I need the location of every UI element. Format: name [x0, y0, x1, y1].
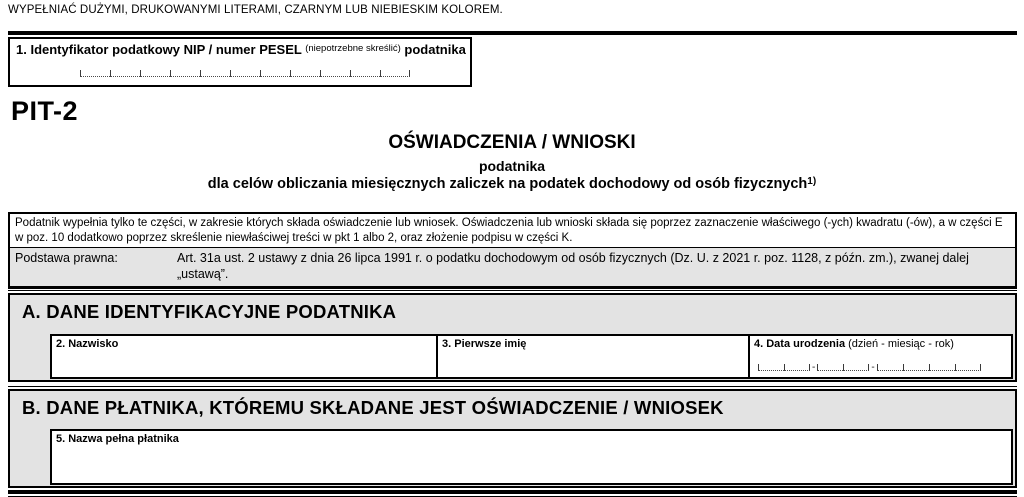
- entry-cell[interactable]: [784, 364, 810, 371]
- taxpayer-id-label-note: (niepotrzebne skreślić): [305, 43, 401, 54]
- form-subtitle-purpose: [0, 176, 1024, 192]
- taxpayer-id-label-main: 1. Identyfikator podatkowy NIP / numer PESEL: [16, 42, 302, 57]
- entry-cell[interactable]: [817, 364, 843, 371]
- top-divider-rule: [8, 31, 1017, 35]
- birthdate-field[interactable]: [748, 334, 1013, 379]
- payer-full-name-field-label: 5. Nazwa pełna płatnika: [56, 433, 179, 445]
- entry-cell[interactable]: [929, 364, 955, 371]
- footnote-marker: 1): [807, 176, 817, 187]
- legal-basis-text: Art. 31a ust. 2 ustawy z dnia 26 lipca 1991 r. o podatku dochodowym od osób fizycznych (Dz. U. z 2021 r. poz. 1128, z późn. zm.), zwanej dalej „ustawą”.: [177, 250, 969, 281]
- entry-cell[interactable]: [170, 70, 200, 77]
- section-a-fields: [50, 334, 1013, 379]
- entry-cell[interactable]: [350, 70, 380, 77]
- entry-cell[interactable]: [80, 70, 110, 77]
- legal-basis-row: [10, 247, 1015, 286]
- entry-cell[interactable]: [290, 70, 320, 77]
- birthdate-input[interactable]: [758, 364, 1005, 371]
- section-a-top-rule: [8, 290, 1017, 291]
- date-cell-group: [877, 364, 981, 371]
- entry-cell[interactable]: [320, 70, 350, 77]
- entry-cell[interactable]: [843, 364, 869, 371]
- form-title: OŚWIADCZENIA / WNIOSKI: [388, 132, 636, 153]
- section-b-header: B. DANE PŁATNIKA, KTÓREMU SKŁADANE JEST OŚWIADCZENIE / WNIOSEK: [22, 397, 724, 418]
- first-name-field[interactable]: [436, 334, 750, 379]
- entry-cell[interactable]: [110, 70, 140, 77]
- birthdate-label-main: 4. Data urodzenia: [754, 338, 846, 350]
- entry-cell[interactable]: [140, 70, 170, 77]
- section-b-fields: [50, 429, 1013, 485]
- entry-cell[interactable]: [758, 364, 784, 371]
- entry-cell[interactable]: [955, 364, 981, 371]
- surname-field[interactable]: [50, 334, 438, 379]
- section-a: [8, 293, 1017, 382]
- form-subtitle-taxpayer: podatnika: [478, 158, 546, 174]
- taxpayer-id-box: [8, 37, 472, 87]
- nip-pesel-input[interactable]: [80, 70, 410, 77]
- entry-cell[interactable]: [380, 70, 410, 77]
- section-b-top-rule: [8, 386, 1017, 387]
- entry-cell[interactable]: [903, 364, 929, 371]
- form-subtitle-purpose-text: dla celów obliczania miesięcznych zaliczek na podatek dochodowy od osób fizycznych: [207, 176, 808, 192]
- date-cell-group: [817, 364, 869, 371]
- entry-cell[interactable]: [877, 364, 903, 371]
- instructions-box: [8, 212, 1017, 289]
- payer-full-name-field[interactable]: [50, 429, 1013, 485]
- date-cell-group: [758, 364, 810, 371]
- section-b-bottom-rule: [8, 490, 1017, 494]
- date-separator: -: [812, 362, 816, 373]
- date-separator: -: [871, 362, 875, 373]
- taxpayer-id-label: [10, 39, 470, 57]
- entry-cell[interactable]: [230, 70, 260, 77]
- fill-instructions-note: WYPEŁNIAĆ DUŻYMI, DRUKOWANYMI LITERAMI, CZARNYM LUB NIEBIESKIM KOLOREM.: [8, 4, 503, 16]
- section-b: [8, 389, 1017, 488]
- birthdate-field-label: [750, 336, 1011, 352]
- entry-cell[interactable]: [260, 70, 290, 77]
- entry-cell[interactable]: [200, 70, 230, 77]
- first-name-field-label: 3. Pierwsze imię: [442, 338, 527, 350]
- birthdate-label-note: (dzień - miesiąc - rok): [848, 338, 954, 350]
- surname-field-label: 2. Nazwisko: [56, 338, 119, 350]
- legal-basis-label: Podstawa prawna:: [15, 250, 118, 265]
- instructions-text: Podatnik wypełnia tylko te części, w zakresie których składa oświadczenie lub wniosek. Oświadczenia lub wnioski składa się poprzez zaznaczenie właściwego (-ych) kwadratu (-ów), a w części E w poz. 10 dodatkowo poprzez skreślenie niewłaściwej treści w pkt 1 albo 2, oraz złożenie podpisu w części K.: [15, 217, 1003, 244]
- section-a-header: A. DANE IDENTYFIKACYJNE PODATNIKA: [22, 301, 397, 322]
- taxpayer-id-label-suffix: podatnika: [404, 42, 466, 57]
- form-code: PIT-2: [11, 96, 79, 126]
